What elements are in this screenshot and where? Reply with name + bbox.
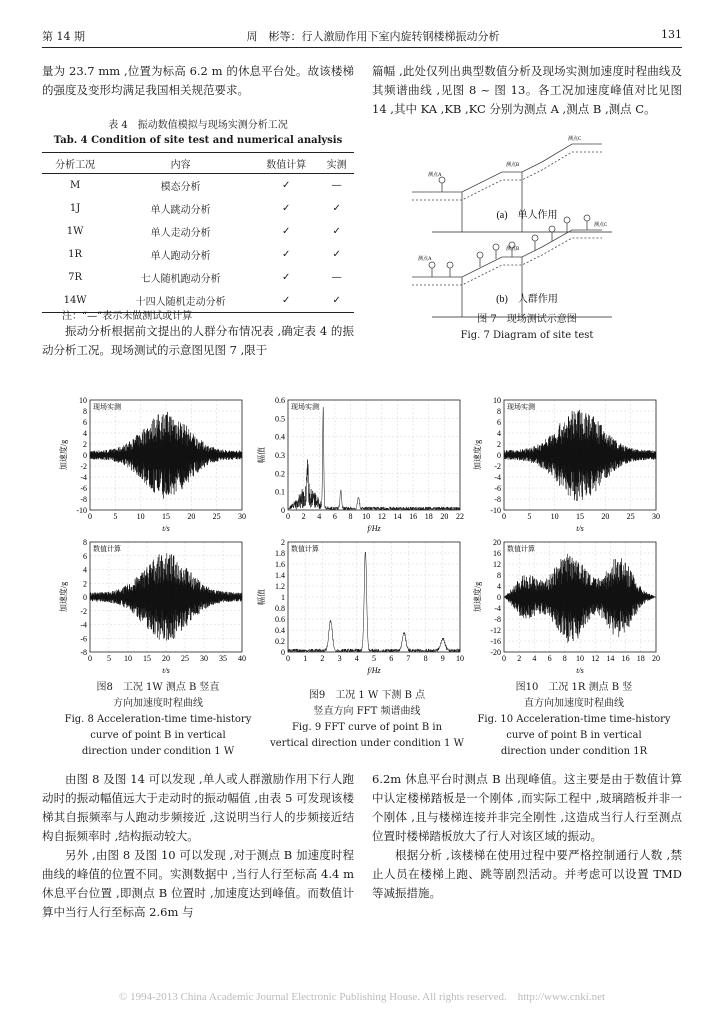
y-axis-label: 幅值 xyxy=(257,589,266,605)
y-tick-label: 0.6 xyxy=(275,615,285,624)
x-tick-label: 1 xyxy=(303,654,308,663)
point-label: 测点B xyxy=(506,163,520,168)
y-tick-label: -2 xyxy=(80,606,87,616)
y-tick-label: 10 xyxy=(493,396,501,405)
y-tick-label: -4 xyxy=(80,473,87,482)
x-axis-label: t/s xyxy=(576,666,584,675)
x-tick-label: 14 xyxy=(606,654,615,663)
table-header: 内容 xyxy=(108,153,253,174)
x-tick-label: 8 xyxy=(562,654,567,663)
y-tick-label: 0 xyxy=(497,593,501,602)
cell: 单人跑动分析 xyxy=(150,251,211,262)
y-tick-label: -8 xyxy=(494,615,501,624)
x-tick-label: 5 xyxy=(107,654,111,663)
x-axis-label: f/Hz xyxy=(367,666,381,675)
cell: ✓ xyxy=(332,203,341,214)
x-tick-label: 40 xyxy=(238,654,246,663)
y-tick-label: 2 xyxy=(281,538,285,547)
table-row xyxy=(42,197,354,220)
y-tick-label: 4 xyxy=(497,429,501,438)
y-tick-label: 0.2 xyxy=(275,637,285,646)
y-tick-label: 0 xyxy=(281,648,285,657)
cell: — xyxy=(331,272,342,283)
x-tick-label: 15 xyxy=(143,654,151,663)
y-tick-label: 2 xyxy=(497,440,501,449)
x-tick-label: 8 xyxy=(423,654,428,663)
chart-title: 现场实测 xyxy=(507,403,535,411)
y-axis-label: 加速度/g xyxy=(59,439,68,471)
x-tick-label: 10 xyxy=(576,654,584,663)
table-header: 实测 xyxy=(319,153,354,174)
y-tick-label: 0.1 xyxy=(275,487,285,497)
running-header xyxy=(42,28,682,46)
table-row xyxy=(42,174,354,198)
caption-cn: 图 7 现场测试示意图 xyxy=(477,314,577,325)
y-tick-label: 6 xyxy=(83,551,87,561)
paragraph: 6.2m 休息平台时测点 B 出现峰值。这主要是由于数值计算中认定楼梯踏板是一个刚体 ,而实际工程中 ,玻璃踏板并非一个刚体 ,且与楼梯连接并非完全刚性 ,这造成当行人行至测点位置时楼梯踏板放大了行人对该区域的振动。 xyxy=(372,772,682,843)
cell: ✓ xyxy=(319,289,354,313)
x-tick-label: 20 xyxy=(601,512,610,521)
x-tick-label: 0 xyxy=(502,654,506,663)
x-tick-label: 25 xyxy=(181,654,189,663)
caption-cn: 直方向加速度时程曲线 xyxy=(524,698,624,709)
caption-en: Fig. 7 Diagram of site test xyxy=(460,330,594,341)
x-tick-label: 10 xyxy=(456,654,464,663)
y-tick-label: -12 xyxy=(490,626,501,635)
y-tick-label: 8 xyxy=(497,571,501,580)
x-tick-label: 4 xyxy=(532,654,537,663)
x-tick-label: 0 xyxy=(88,654,92,663)
x-tick-label: 3 xyxy=(337,654,342,663)
x-tick-label: 30 xyxy=(200,654,208,663)
x-tick-label: 35 xyxy=(219,654,227,663)
y-tick-label: 0 xyxy=(497,451,501,460)
fig8-caption xyxy=(58,680,258,760)
x-tick-label: 6 xyxy=(389,654,394,663)
x-tick-label: 7 xyxy=(406,654,411,663)
x-tick-label: 6 xyxy=(547,654,552,663)
x-tick-label: 0 xyxy=(502,512,506,521)
cell: — xyxy=(331,180,342,191)
cell: 模态分析 xyxy=(160,182,201,193)
y-axis-label: 加速度/g xyxy=(59,581,68,613)
chart-title: 数值计算 xyxy=(507,545,535,553)
cell: ✓ xyxy=(282,226,291,237)
chart-title: 现场实测 xyxy=(93,403,121,411)
paragraph: 根据分析 ,该楼梯在使用过程中要严格控制通行人数 ,禁止人员在楼梯上跑、跳等剧烈活动。并考虑可以设置 TMD 等减振措施。 xyxy=(372,848,682,900)
fig10-caption xyxy=(476,680,672,760)
caption-en: curve of point B in vertical xyxy=(90,730,226,741)
caption-cn: 图8 工况 1W 测点 B 竖直 xyxy=(96,682,220,693)
y-tick-label: 2 xyxy=(83,579,87,589)
chart-fig8-test xyxy=(58,394,248,534)
left-column-mid xyxy=(42,322,354,360)
y-tick-label: -16 xyxy=(490,637,501,646)
paragraph: 量为 23.7 mm ,位置为标高 6.2 m 的休息平台处。故该楼梯的强度及变形均满足我国相关规范要求。 xyxy=(42,64,354,97)
x-tick-label: 25 xyxy=(626,512,635,521)
chart-fig10-calc xyxy=(472,536,662,676)
y-tick-label: -8 xyxy=(494,495,501,504)
y-tick-label: 1.2 xyxy=(275,582,285,591)
cell: ✓ xyxy=(332,226,341,237)
x-tick-label: 5 xyxy=(113,512,118,521)
point-label: 测点C xyxy=(568,137,582,142)
table-row xyxy=(42,266,354,289)
y-tick-label: -10 xyxy=(76,506,87,515)
x-tick-label: 16 xyxy=(621,654,630,663)
y-tick-label: 6 xyxy=(83,418,87,427)
y-tick-label: 1.8 xyxy=(275,549,285,558)
y-tick-label: -6 xyxy=(80,634,87,644)
x-tick-label: 10 xyxy=(550,512,559,521)
table-header: 数值计算 xyxy=(253,153,319,174)
chart-fig9-test xyxy=(256,394,466,534)
caption-cn: 竖直方向 FFT 频谱曲线 xyxy=(313,706,421,717)
y-tick-label: 8 xyxy=(83,538,87,547)
x-tick-label: 5 xyxy=(372,654,376,663)
scene-label-b: (b) 人群作用 xyxy=(496,294,558,305)
cell: ✓ xyxy=(282,249,291,260)
table-row xyxy=(42,220,354,243)
x-tick-label: 0 xyxy=(286,512,290,521)
x-axis-label: t/s xyxy=(162,524,170,533)
right-column-top xyxy=(372,62,682,119)
y-tick-label: 0.5 xyxy=(275,414,285,424)
table-caption-en: Tab. 4 Condition of site test and numerical analysis xyxy=(53,135,343,146)
point-label: 测点A xyxy=(418,257,432,262)
y-tick-label: 1.4 xyxy=(275,571,285,580)
x-tick-label: 20 xyxy=(440,512,449,521)
copyright-footer: © 1994-2013 China Academic Journal Electronic Publishing House. All rights reserved. http://www.cnki.net xyxy=(118,991,606,1003)
cell: ✓ xyxy=(282,180,291,191)
cell: ✓ xyxy=(282,272,291,283)
caption-cn: 方向加速度时程曲线 xyxy=(113,698,203,709)
x-tick-label: 4 xyxy=(317,512,322,521)
cell: 7R xyxy=(68,272,83,283)
x-tick-label: 2 xyxy=(320,654,325,663)
caption-en: Fig. 8 Acceleration-time time-history xyxy=(64,714,252,725)
x-tick-label: 20 xyxy=(652,654,660,663)
cell: ✓ xyxy=(282,203,291,214)
chart-title: 数值计算 xyxy=(93,545,121,553)
series-line xyxy=(504,410,656,501)
cell: 七人随机跑动分析 xyxy=(140,274,221,285)
y-tick-label: -6 xyxy=(494,484,501,493)
y-tick-label: 0.8 xyxy=(275,604,285,613)
x-tick-label: 25 xyxy=(212,512,221,521)
cell: 单人走动分析 xyxy=(150,228,211,239)
scene-label-a: (a) 单人作用 xyxy=(496,210,558,221)
page-number: 131 xyxy=(661,28,682,41)
y-tick-label: -2 xyxy=(494,462,501,471)
right-column-bottom xyxy=(372,770,682,903)
y-axis-label: 加速度/g xyxy=(473,581,482,613)
paragraph: 由图 8 及图 14 可以发现 ,单人或人群激励作用下行人跑动时的振动幅值远大于走动时的振动幅值 ,由表 5 可发现该楼梯其自振频率与人跑动步频接近 ,这说明当行人的步频接近结构自振频率时 ,结构振动较大。 xyxy=(42,772,354,843)
y-tick-label: 2 xyxy=(83,440,87,449)
cell: 单人跳动分析 xyxy=(150,205,211,216)
y-tick-label: -8 xyxy=(80,495,87,504)
x-axis-label: t/s xyxy=(162,666,170,675)
cell: 1W xyxy=(66,226,84,237)
left-column-top xyxy=(42,62,354,100)
paragraph: 篇幅 ,此处仅列出典型数值分析及现场实测加速度时程曲线及其频谱曲线 ,见图 8 ~ 图 13。各工况加速度峰值对比见图 14 ,其中 KA ,KB ,KC 分别为测点 A ,测点 B ,测点 C。 xyxy=(372,64,682,116)
fig7-caption xyxy=(372,312,682,344)
y-tick-label: 8 xyxy=(83,407,87,416)
series-line xyxy=(288,407,460,510)
caption-en: direction under condition 1R xyxy=(500,746,648,757)
caption-cn: 图10 工况 1R 测点 B 竖 xyxy=(515,682,633,693)
x-tick-label: 15 xyxy=(162,512,170,521)
y-tick-label: 0.6 xyxy=(275,396,285,405)
y-tick-label: -2 xyxy=(80,462,87,471)
x-tick-label: 30 xyxy=(652,512,660,521)
cell: 1J xyxy=(69,203,81,214)
x-tick-label: 2 xyxy=(301,512,306,521)
x-tick-label: 10 xyxy=(124,654,132,663)
cell: 十四人随机走动分析 xyxy=(108,289,253,313)
y-tick-label: 1.6 xyxy=(275,560,285,569)
y-tick-label: 4 xyxy=(83,429,87,438)
point-label: 测点A xyxy=(428,173,442,178)
cell: M xyxy=(69,180,81,191)
y-tick-label: 0 xyxy=(281,506,285,515)
y-tick-label: 20 xyxy=(493,538,501,547)
point-label: 测点B xyxy=(506,247,520,252)
paragraph: 另外 ,由图 8 及图 10 可以发现 ,对于测点 B 加速度时程曲线的峰值的位置不同。实测数据中 ,当行人行至标高 4.4 m 休息平台位置 ,即测点 B 位置时 ,加速度达到峰值。而数值计算中当行人行至标高 2.6m 与 xyxy=(42,848,354,919)
x-axis-label: t/s xyxy=(576,524,584,533)
caption-en: curve of point B in vertical xyxy=(506,730,642,741)
x-tick-label: 6 xyxy=(332,512,337,521)
caption-en: vertical direction under condition 1 W xyxy=(270,738,464,749)
y-tick-label: -4 xyxy=(494,473,501,482)
caption-en: direction under condition 1 W xyxy=(81,746,235,757)
y-tick-label: -6 xyxy=(80,484,87,493)
y-tick-label: -20 xyxy=(490,648,501,657)
cell: 14W xyxy=(42,289,108,313)
x-tick-label: 8 xyxy=(348,512,353,521)
y-tick-label: 6 xyxy=(497,418,501,427)
x-tick-label: 12 xyxy=(591,654,600,663)
header-rule xyxy=(42,47,682,48)
table-note: 注：“—”表示未做测试或计算 xyxy=(62,311,193,322)
x-tick-label: 5 xyxy=(527,512,532,521)
y-axis-label: 加速度/g xyxy=(473,439,482,471)
y-tick-label: 4 xyxy=(83,565,87,575)
issue-number: 第 14 期 xyxy=(42,30,85,43)
y-tick-label: 0.4 xyxy=(275,626,285,635)
caption-cn: 图9 工况 1 W 下测 B 点 xyxy=(308,690,426,701)
chart-fig10-test xyxy=(472,394,662,534)
y-tick-label: 0.4 xyxy=(275,432,285,442)
y-tick-label: 4 xyxy=(497,582,501,591)
y-tick-label: 0 xyxy=(83,451,87,460)
y-tick-label: 12 xyxy=(493,560,501,569)
point-label: 测点C xyxy=(594,223,608,228)
cell: 1R xyxy=(68,249,83,260)
chart-title: 现场实测 xyxy=(291,403,319,411)
x-tick-label: 2 xyxy=(517,654,522,663)
x-tick-label: 18 xyxy=(424,512,433,521)
paragraph: 振动分析根据前文提出的人群分布情况表 ,确定表 4 的振动分析工况。现场测试的示意图见图 7 ,限于 xyxy=(42,324,354,357)
cell: ✓ xyxy=(253,289,319,313)
y-tick-label: -10 xyxy=(490,506,501,515)
x-tick-label: 0 xyxy=(88,512,92,521)
chart-fig9-calc xyxy=(256,536,466,676)
y-tick-label: 8 xyxy=(497,407,501,416)
table-caption xyxy=(42,118,354,148)
x-tick-label: 15 xyxy=(576,512,584,521)
caption-en: Fig. 9 FFT curve of point B in xyxy=(291,722,443,733)
x-tick-label: 10 xyxy=(136,512,145,521)
running-title: 周 彬等：行人激励作用下室内旋转钢楼梯振动分析 xyxy=(246,30,500,43)
x-tick-label: 22 xyxy=(456,512,464,521)
table-row xyxy=(42,243,354,266)
x-tick-label: 14 xyxy=(393,512,402,521)
x-tick-label: 30 xyxy=(238,512,246,521)
table-header: 分析工况 xyxy=(42,153,108,174)
x-tick-label: 18 xyxy=(636,654,645,663)
x-tick-label: 9 xyxy=(440,654,445,663)
x-tick-label: 4 xyxy=(354,654,359,663)
y-tick-label: 1 xyxy=(281,593,285,602)
y-tick-label: -4 xyxy=(80,620,87,630)
y-tick-label: 10 xyxy=(79,396,87,405)
caption-en: Fig. 10 Acceleration-time time-history xyxy=(477,714,671,725)
y-tick-label: -4 xyxy=(494,604,501,613)
chart-title: 数值计算 xyxy=(291,545,319,553)
x-tick-label: 16 xyxy=(409,512,418,521)
y-tick-label: 0 xyxy=(83,593,87,602)
x-tick-label: 12 xyxy=(377,512,386,521)
x-tick-label: 0 xyxy=(286,654,290,663)
condition-table xyxy=(42,152,354,313)
y-tick-label: 16 xyxy=(493,549,501,558)
y-tick-label: 0.3 xyxy=(275,451,285,460)
x-tick-label: 10 xyxy=(362,512,371,521)
fig9-caption xyxy=(262,688,472,752)
left-column-bottom xyxy=(42,770,354,922)
y-tick-label: -8 xyxy=(80,648,87,657)
x-tick-label: 20 xyxy=(187,512,196,521)
cell: ✓ xyxy=(332,249,341,260)
y-axis-label: 幅值 xyxy=(257,447,266,463)
chart-fig8-calc xyxy=(58,536,248,676)
y-tick-label: 0.2 xyxy=(275,469,285,479)
x-tick-label: 20 xyxy=(162,654,170,663)
table-caption-cn: 表 4 振动数值模拟与现场实测分析工况 xyxy=(108,120,288,131)
x-axis-label: f/Hz xyxy=(367,524,381,533)
